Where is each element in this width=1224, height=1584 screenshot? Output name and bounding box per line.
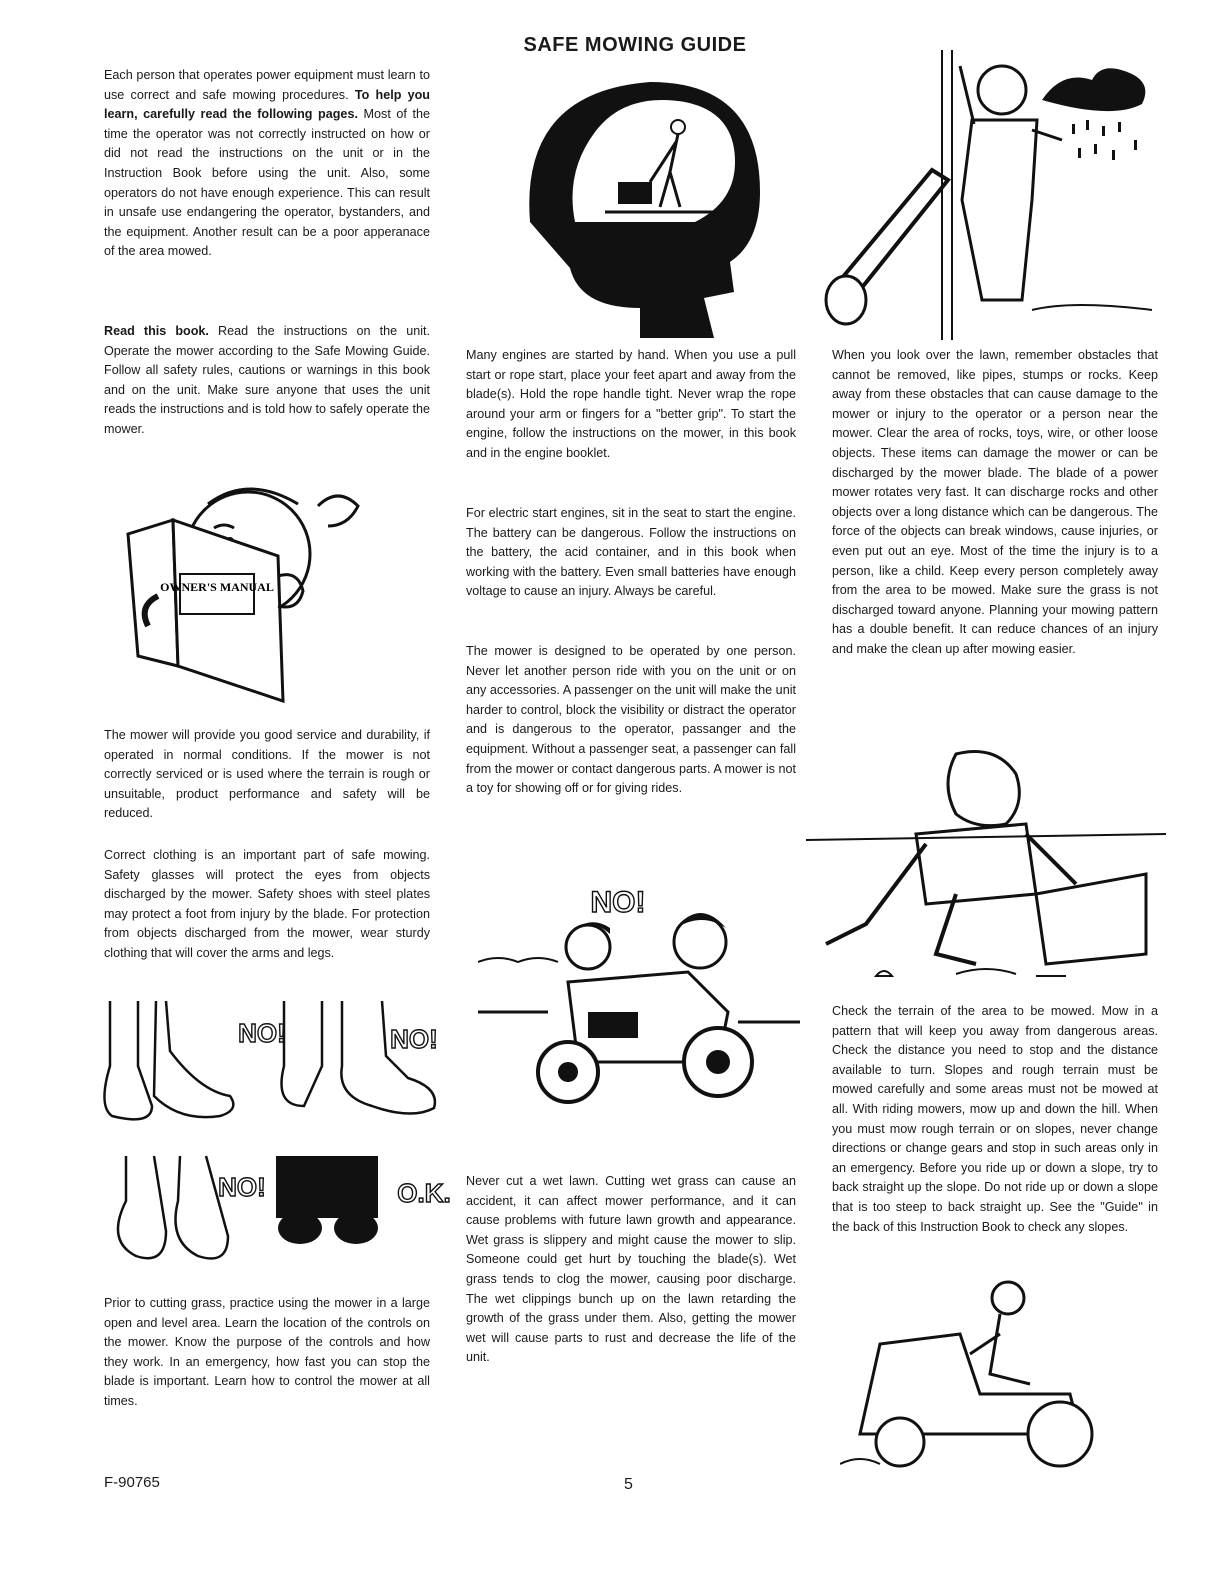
- obstacles-paragraph: When you look over the lawn, remember obstacles that cannot be removed, like pipes, stumps or rocks. Keep away from these obstacles that can cause damage to the mower or injury to the operator or a person near the mower. Clear the area of rocks, toys, wire, or other loose objects. These items can damage the mower or can be discharged by the mower blade. The blade of a power mower rotates very fast. It can discharge rocks and other objects over a long distance which can be dangerous. The force of the objects can break windows, cause injuries, or even put out an eye. Most of the time the injury is to a person, like a child. Keep every person completely away from the area to be mowed. Make sure the grass is not discharged toward anyone. Planning your mowing pattern has a double benefit. It can reduce chances of an injury and make the clean up after mowing easier.: [832, 348, 1158, 656]
- clothing-paragraph: Correct clothing is an important part of safe mowing. Safety glasses will protect the eyes from objects discharged by the mower. Safety shoes with steel plates may protect a foot from injury by the blade. For protection from objects discharged from the mower, wear sturdy clothing that will cover the arms and legs.: [104, 848, 430, 960]
- intro-paragraph: [104, 66, 430, 262]
- read-book-bold: Read this book.: [104, 324, 209, 338]
- wet-lawn-paragraph: Never cut a wet lawn. Cutting wet grass can cause an accident, it can affect mower performance, and it can cause problems with future lawn growth and appearance. Wet grass is slippery and might cause the mower to slip. Someone could get hurt by touching the blade(s). Wet grass tends to clog the mower, causing poor discharge. The wet clippings bunch up on the lawn retarding the growth of the grass under them. Also, getting the mower wet will cause parts to rust and decrease the life of the unit.: [466, 1174, 796, 1365]
- intro-text: Each person that operates power equipment must learn to use correct and safe mowing procedures.: [104, 68, 430, 102]
- no-label-passenger: NO!: [590, 886, 646, 919]
- ok-label-boots: O.K.: [397, 1178, 451, 1208]
- one-person-paragraph: The mower is designed to be operated by one person. Never let another person ride with you on the unit or on any accessories. A passenger on the unit will make the unit harder to control, block the visibility or distract the operator and is dangerous to the operator, passanger and the equipment. Without a passenger seat, a passenger can fall from the mower or contact dangerous parts. A mower is not a toy for showing off or for giving rides.: [466, 644, 796, 796]
- practice-paragraph: Prior to cutting grass, practice using the mower in a large open and level area. Learn the location of the controls on the mower. Know the purpose of the controls and how they work. In an emergency, how fast you can stop the blade is important. Learn how to control the mower at all times.: [104, 1296, 430, 1408]
- page-number: 5: [624, 1476, 633, 1493]
- no-label-sandals: NO!: [390, 1024, 438, 1054]
- page-title: SAFE MOWING GUIDE: [523, 34, 747, 56]
- terrain-paragraph: Check the terrain of the area to be mowed. Mow in a pattern that will keep you away from dangerous areas. Check the distance you need to stop and the distance available to turn. Slopes and rough terrain must be mowed carefully and some areas must not be mowed at all. With riding mowers, mow up and down the hill. When you must mow rough terrain or on slopes, never change directions or change gears and stop in such areas only in an emergency. Before you ride up or down a slope, try to back straight up the slope. Do not ride up or down a slope that is too steep to back straight up. See the "Guide" in the back of this Instruction Book to check any slopes.: [832, 1004, 1158, 1234]
- hand-start-paragraph: Many engines are started by hand. When you use a pull start or rope start, place your feet apart and away from the blade(s). Hold the rope handle tight. Never wrap the rope around your arm or fingers for a "better grip". To start the engine, follow the instructions on the mower, in this book and in the engine booklet.: [466, 348, 796, 460]
- riding-mower-illustration: [840, 1274, 1140, 1474]
- no-label-barefoot: NO!: [218, 1172, 266, 1202]
- clearing-debris-illustration: [806, 744, 1166, 994]
- head-silhouette-illustration: [500, 72, 770, 342]
- manual-cover-text: OWNER'S MANUAL: [160, 580, 274, 594]
- intro-text-rest: Most of the time the operator was not correctly instructed on how or did not read the instructions on the unit or in the Instruction Book before using the unit. Also, some operators do not have enough experience. This can result in unsafe use endangering the operator, bystanders, and the equipment. Another result can be a poor apperanace of the area mowed.: [104, 107, 431, 259]
- service-paragraph: The mower will provide you good service and durability, if operated in normal conditions. If the mower is not correctly serviced or is used where the terrain is rough or unsuitable, product performance and safety will be reduced.: [104, 728, 430, 821]
- no-label-sneakers: NO!: [238, 1018, 286, 1048]
- read-book-text: Read the instructions on the unit. Operate the mower according to the Safe Mowing Guide. Follow all safety rules, cautions or warnings in this book and on the unit. Make sure anyone that uses the unit reads the instructions and is told how to safely operate the mower.: [104, 324, 431, 436]
- document-number: F-90765: [104, 1474, 160, 1491]
- intro-bold-text: To help you learn, carefully read the following pages.: [104, 87, 430, 122]
- footwear-illustration: [96, 996, 466, 1296]
- read-book-paragraph: [104, 322, 430, 440]
- electric-start-paragraph: For electric start engines, sit in the seat to start the engine. The battery can be dangerous. Follow the instructions on the battery, the acid container, and in this book when working with the battery. Even small batteries have enough voltage to cause an injury. Always be careful.: [466, 506, 796, 599]
- no-passenger-illustration: [478, 872, 800, 1130]
- reading-manual-illustration: [118, 476, 388, 708]
- lawn-inspection-illustration: [822, 40, 1162, 340]
